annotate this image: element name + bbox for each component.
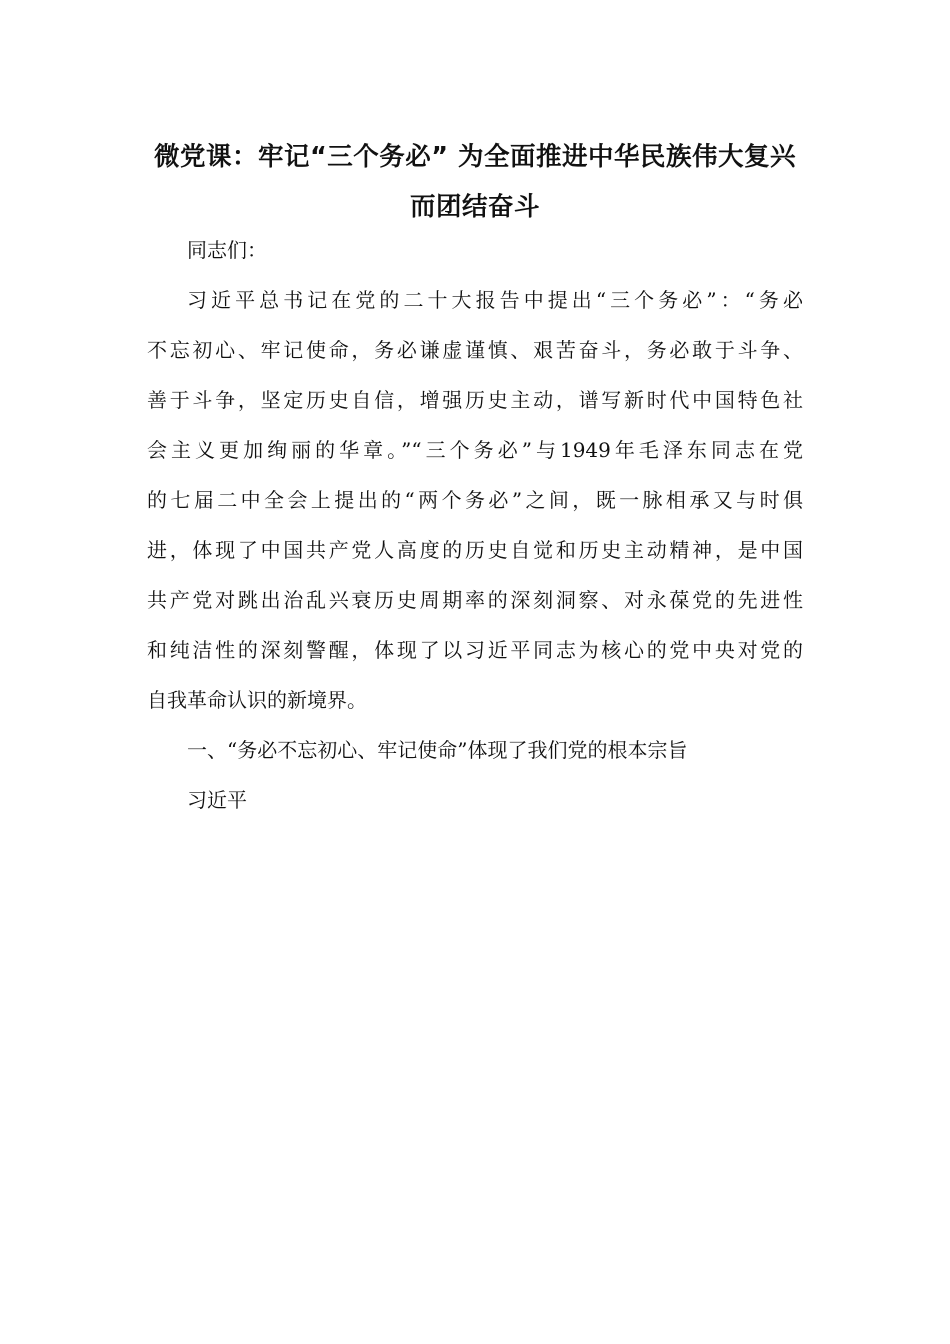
paragraph-line: 不忘初心、牢记使命，务必谦虚谨慎、艰苦奋斗，务必敢于斗争、 [147, 338, 803, 362]
paragraph-line: 会主义更加绚丽的华章。”“三个务必”与1949年毛泽东同志在党 [147, 438, 803, 462]
author-line: 习近平 [187, 788, 247, 812]
paragraph-line: 的七届二中全会上提出的“两个务必”之间，既一脉相承又与时俱 [147, 488, 803, 512]
paragraph-line: 进，体现了中国共产党人高度的历史自觉和历史主动精神，是中国 [147, 538, 803, 562]
paragraph-line: 善于斗争，坚定历史自信，增强历史主动，谱写新时代中国特色社 [147, 388, 803, 412]
paragraph-line: 习近平总书记在党的二十大报告中提出“三个务必”：“务必 [187, 288, 803, 312]
document-title [147, 132, 803, 232]
salutation: 同志们： [187, 238, 267, 262]
title-line-1: 微党课：牢记“三个务必” 为全面推进中华民族伟大复兴 [154, 142, 796, 172]
body-paragraph [147, 275, 803, 725]
paragraph-line: 共产党对跳出治乱兴衰历史周期率的深刻洞察、对永葆党的先进性 [147, 588, 803, 612]
paragraph-line: 自我革命认识的新境界。 [147, 688, 367, 712]
title-line-2: 而团结奋斗 [409, 192, 540, 222]
paragraph-line: 和纯洁性的深刻警醒，体现了以习近平同志为核心的党中央对党的 [147, 638, 803, 662]
section-heading: 一、“务必不忘初心、牢记使命”体现了我们党的根本宗旨 [187, 738, 688, 762]
